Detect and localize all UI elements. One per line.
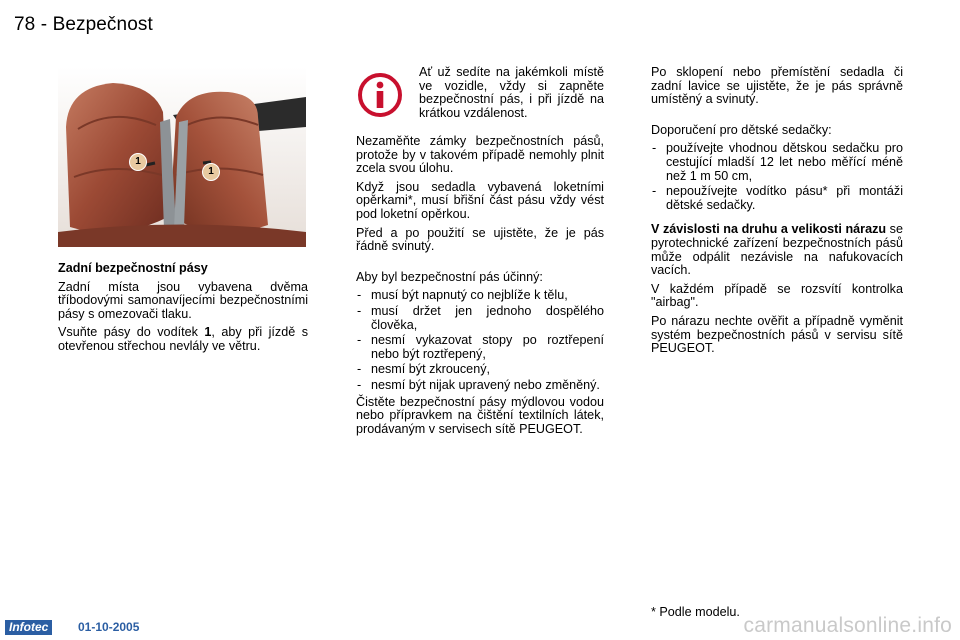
column-usage xyxy=(356,135,604,441)
guide-label-2: 1 xyxy=(202,163,220,181)
list-item: - musí držet jen jednoho dospělého člověka, xyxy=(356,305,604,332)
rear-seats-photo xyxy=(58,67,306,247)
usage-paragraph-5: Čistěte bezpečnostní pásy mýdlovou vodou nebo přípravkem na čištění textilních látek, prodávaným v servisech sítě PEUGEOT. xyxy=(356,394,604,436)
column-rear-belts xyxy=(58,262,308,359)
child-seat-list xyxy=(651,142,903,212)
header-separator: - xyxy=(40,14,48,35)
list-item: - musí být napnutý co nejblíže k tělu, xyxy=(356,289,604,303)
usage-paragraph-2: Když jsou sedadla vybavená loketními opěrkami*, musí břišní část pásu vždy vést pod loketní opěrkou. xyxy=(356,179,604,221)
child-paragraph-2: Doporučení pro dětské sedačky: xyxy=(651,122,832,137)
page-header xyxy=(14,14,153,36)
warning-text: Ať už sedíte na jakémkoli místě ve vozidle, vždy si zapněte bezpečnostní pás, i při jízdě na krátkou vzdálenost. xyxy=(419,65,604,120)
rear-belts-paragraph-2: Vsuňte pásy do vodítek 1, aby při jízdě s otevřenou střechou nevlály ve větru. xyxy=(58,325,308,353)
effectiveness-list xyxy=(356,289,604,392)
rear-belts-paragraph-1: Zadní místa jsou vybavena dvěma tříbodovými samonavíjecími bezpečnostními pásy s omezovači tlaku. xyxy=(58,279,308,321)
usage-paragraph-3: Před a po použití se ujistěte, že je pás řádně svinutý. xyxy=(356,225,604,254)
child-paragraph-1: Po sklopení nebo přemístění sedadla či zadní lavice se ujistěte, že je pás správně umístěný a svinutý. xyxy=(651,65,903,107)
section-title: Bezpečnost xyxy=(52,14,153,35)
child-paragraph-4: V každém případě se rozsvítí kontrolka "airbag". xyxy=(651,281,903,310)
child-paragraph-5: Po nárazu nechte ověřit a případně vyměnit systém bezpečnostních pásů v servisu sítě PEUGEOT. xyxy=(651,313,903,356)
guide-label-1: 1 xyxy=(129,153,147,171)
usage-paragraph-1: Nezaměňte zámky bezpečnostních pásů, protože by v takovém případě nemohly plnit zcela svou úlohu. xyxy=(356,134,604,176)
list-item: - nesmí být zkroucený, xyxy=(356,363,604,377)
rear-belts-title: Zadní bezpečnostní pásy xyxy=(58,261,208,275)
list-item: - nesmí být nijak upravený nebo změněný. xyxy=(356,379,604,393)
watermark: carmanualsonline.info xyxy=(743,614,952,637)
usage-paragraph-4: Aby byl bezpečnostní pás účinný: xyxy=(356,269,543,284)
infotec-logo: Infotec xyxy=(5,620,52,635)
page-number: 78 xyxy=(14,14,36,35)
column-child-seats xyxy=(651,66,903,361)
list-item: - používejte vhodnou dětskou sedačku pro cestující mladší 12 let nebo měřící méně než 1 m 50 cm, xyxy=(651,142,903,183)
list-item: - nesmí vykazovat stopy po roztřepení nebo být roztřepený, xyxy=(356,334,604,361)
child-paragraph-3: V závislosti na druhu a velikosti nárazu se pyrotechnické zařízení bezpečnostních pásů může odpálit nezávisle na nafukovacích vacích. xyxy=(651,222,903,278)
warning-info-icon xyxy=(357,72,403,118)
rear-seats-illustration xyxy=(58,67,306,247)
list-item: - nepoužívejte vodítko pásu* při montáži dětské sedačky. xyxy=(651,185,903,212)
footer-date: 01-10-2005 xyxy=(78,620,140,634)
footnote: * Podle modelu. xyxy=(651,605,740,619)
